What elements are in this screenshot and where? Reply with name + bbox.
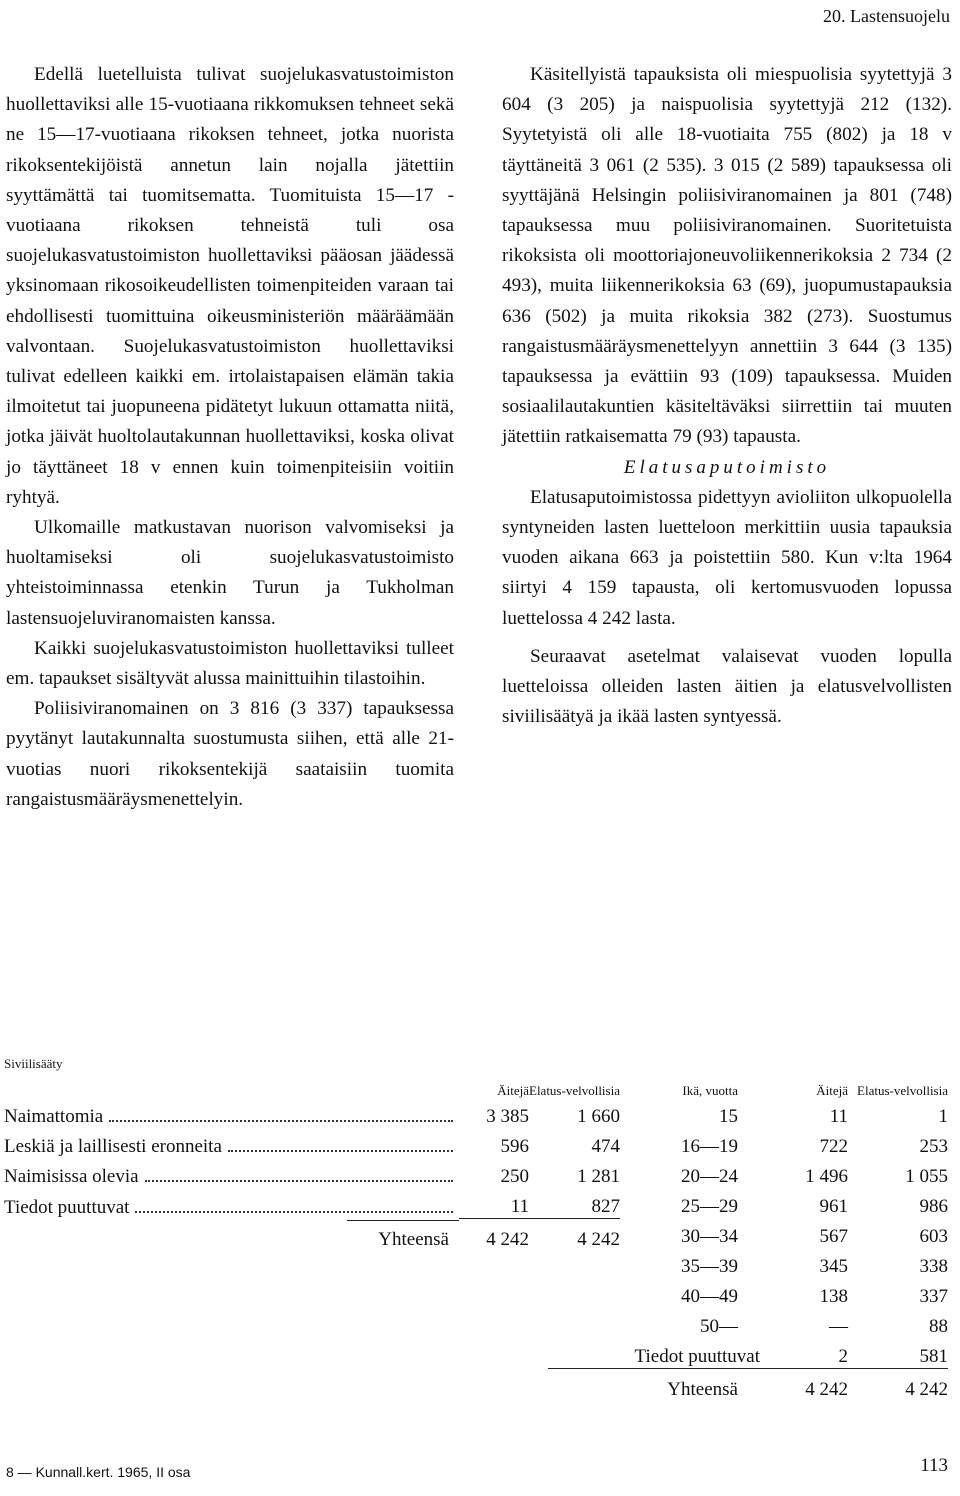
cell-obligors: 1 660: [577, 1106, 620, 1127]
column-header-obligors: Elatus-velvollisia: [529, 1083, 620, 1098]
cell-obligors: 474: [591, 1136, 620, 1157]
leader-dots: [228, 1150, 453, 1152]
table-row: [548, 1158, 948, 1188]
row-label: Naimisissa olevia: [4, 1166, 139, 1187]
cell-age: 50—: [700, 1316, 738, 1337]
paragraph: Elatusaputoimistossa pidettyyn avioliiton ulkopuolella syntyneiden lasten luetteloon merkittiin uusia tapauksia vuoden aikana 663 ja poistettiin 580. Kun v:lta 1964 siirtyi 4 159 tapausta, oli kertomusvuoden lopussa luettelossa 4 242 lasta.: [502, 486, 952, 629]
table-row: [548, 1278, 948, 1308]
table-row: [4, 1098, 620, 1128]
cell-mothers: —: [829, 1316, 848, 1337]
table-row: [4, 1128, 620, 1158]
cell-obligors: 88: [929, 1316, 948, 1337]
missing-mothers: 2: [838, 1346, 848, 1367]
section-title: Elatusaputoimisto: [623, 456, 831, 478]
column-header-obligors: Elatus-velvollisia: [857, 1083, 948, 1098]
total-row: [4, 1221, 620, 1251]
total-mothers: 4 242: [486, 1229, 529, 1250]
column-header-age: Ikä, vuotta: [682, 1083, 738, 1098]
cell-mothers: 722: [819, 1136, 848, 1157]
cell-obligors: 1: [938, 1106, 948, 1127]
missing-row: [548, 1338, 948, 1369]
cell-obligors: 1 055: [905, 1166, 948, 1187]
cell-age: 20—24: [681, 1166, 738, 1187]
paragraph: Edellä luetelluista tulivat suojelukasvatustoimiston huollettaviksi alle 15-vuotiaana rikkomuksen tehneet sekä ne 15—17-vuotiaana rikoksen tehneet, jotka nuorista rikoksentekijöistä annetun lain nojalla jätettiin syyttämättä tai tuomitsematta. Tuomituista 15—17 -vuotiaana rikoksen tehneistä tuli osa suojelukasvatustoimiston huollettaviksi pääosan jäädessä yksinomaan rikosoikeudellisten toimenpiteiden varaan tai ehdollisesti tuomittuina oikeusministeriön määräämään valvontaan. Suojelukasvatustoimiston huollettaviksi tulivat edelleen kaikki em. irtolaistapaisen elämän takia ilmoitetut tai juopuneena pidätetyt lukuun ottamatta niitä, jotka jäivät huoltolautakunnan huollettaviksi, koska olivat jo täyttäneet 18 v ennen kuin toimenpiteisiin voitiin ryhtyä.: [6, 64, 454, 508]
table-row: [548, 1218, 948, 1248]
cell-mothers: 11: [829, 1106, 848, 1127]
cell-age: 25—29: [681, 1196, 738, 1217]
page-number: 113: [920, 1455, 948, 1476]
row-label: Tiedot puuttuvat: [4, 1196, 130, 1218]
age-table: [548, 1056, 948, 1401]
table-row: [548, 1248, 948, 1278]
cell-obligors: 986: [919, 1196, 948, 1217]
column-header-mothers: Äitejä: [816, 1083, 848, 1098]
table-row: [548, 1308, 948, 1338]
leader-dots: [145, 1180, 453, 1182]
paragraph: Käsitellyistä tapauksista oli miespuolisia syytettyjä 3 604 (3 205) ja naispuolisia syytettyjä 212 (132). Syytetyistä oli alle 18-vuotiaita 755 (802) ja 18 v täyttäneitä 3 061 (2 535). 3 015 (2 589) tapauksessa oli syyttäjänä Helsingin poliisiviranomainen ja 801 (748) tapauksessa muu poliisiviranomainen. Suoritetuista rikoksista oli moottoriajoneuvoliikennerikoksia 2 734 (2 493), muita liikennerikoksia 63 (69), juopumustapauksia 636 (502) ja muita rikoksia 382 (273). Suostumus rangaistusmääräysmenettelyyn annettiin 3 644 (3 135) tapauksessa ja evättiin 93 (109) tapauksessa. Muiden sosiaalilautakuntien käsiteltäväksi siirrettiin tai muuten jätettiin ratkaisematta 79 (93) tapausta.: [502, 64, 952, 448]
missing-obligors: 581: [919, 1346, 948, 1367]
column-header-civil-status: Siviilisääty: [4, 1056, 63, 1071]
right-column: [502, 60, 952, 732]
cell-mothers: 961: [819, 1196, 848, 1217]
total-obligors: 4 242: [577, 1229, 620, 1250]
cell-obligors: 253: [919, 1136, 948, 1157]
cell-mothers: 596: [500, 1136, 529, 1157]
cell-age: 16—19: [681, 1136, 738, 1157]
left-column: [6, 60, 454, 815]
cell-age: 30—34: [681, 1226, 738, 1247]
cell-mothers: 138: [819, 1286, 848, 1307]
paragraph: Seuraavat asetelmat valaisevat vuoden lopulla luetteloissa olleiden lasten äitien ja elatusvelvollisten siviilisäätyä ja ikää lasten syntyessä.: [502, 645, 952, 728]
cell-mothers: 567: [819, 1226, 848, 1247]
total-row: [548, 1371, 948, 1401]
total-obligors: 4 242: [905, 1379, 948, 1400]
cell-mothers: 1 496: [805, 1166, 848, 1187]
cell-mothers: 11: [510, 1196, 529, 1217]
cell-obligors: 337: [919, 1286, 948, 1307]
row-label: Leskiä ja laillisesti eronneita: [4, 1136, 222, 1157]
table-row: [4, 1188, 620, 1219]
paragraph: Ulkomaille matkustavan nuorison valvomiseksi ja huoltamiseksi oli suojelukasvatustoimisto yhteistoiminnassa etenkin Turun ja Tukholman lastensuojeluviranomaisten kanssa.: [6, 517, 454, 629]
cell-obligors: 1 281: [577, 1166, 620, 1187]
total-label: Yhteensä: [378, 1229, 449, 1250]
total-label: Yhteensä: [667, 1379, 738, 1400]
cell-obligors: 338: [919, 1256, 948, 1277]
cell-mothers: 3 385: [486, 1106, 529, 1127]
missing-label: Tiedot puuttuvat: [634, 1346, 760, 1367]
paragraph: Poliisiviranomainen on 3 816 (3 337) tapauksessa pyytänyt lautakunnalta suostumusta siihen, että alle 21-vuotias nuori rikoksentekijä saataisiin tuomita rangaistusmääräysmenettelyin.: [6, 698, 454, 810]
total-mothers: 4 242: [805, 1379, 848, 1400]
cell-obligors: 827: [591, 1196, 620, 1217]
cell-obligors: 603: [919, 1226, 948, 1247]
cell-mothers: 250: [500, 1166, 529, 1187]
table-row: [548, 1188, 948, 1218]
leader-dots: [135, 1211, 453, 1213]
cell-age: 35—39: [681, 1256, 738, 1277]
running-header: 20. Lastensuojelu: [823, 6, 950, 26]
table-row: [4, 1158, 620, 1188]
column-header-mothers: Äitejä: [497, 1083, 529, 1098]
footer-source: 8 — Kunnall.kert. 1965, II osa: [6, 1464, 191, 1480]
cell-age: 40—49: [681, 1286, 738, 1307]
paragraph: Kaikki suojelukasvatustoimiston huollettaviksi tulleet em. tapaukset sisältyvät alussa mainittuihin tilastoihin.: [6, 637, 454, 690]
leader-dots: [109, 1120, 453, 1122]
civil-status-table: [4, 1056, 620, 1251]
cell-mothers: 345: [819, 1256, 848, 1277]
cell-age: 15: [719, 1106, 738, 1127]
table-row: [548, 1128, 948, 1158]
table-row: [548, 1098, 948, 1128]
row-label: Naimattomia: [4, 1106, 104, 1127]
